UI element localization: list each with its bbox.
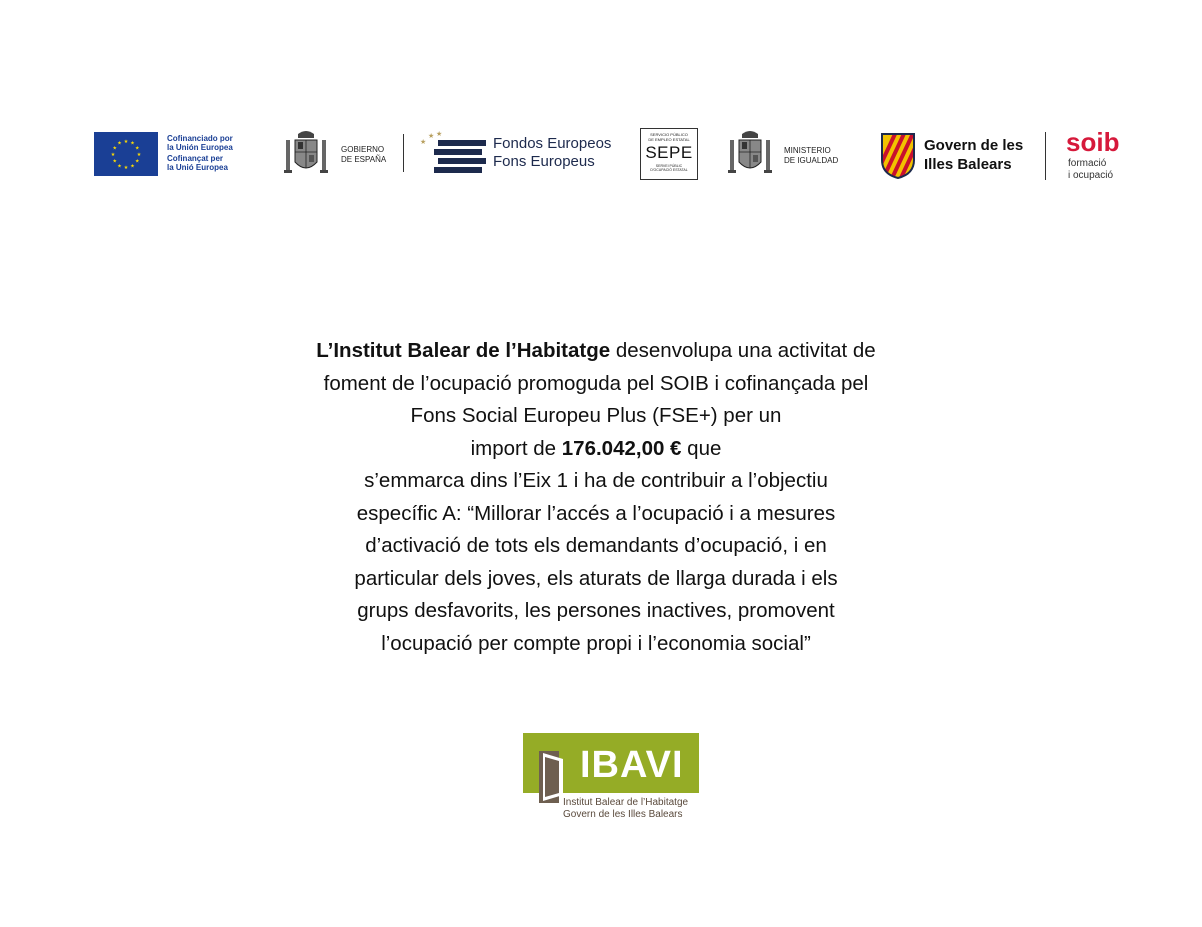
fondos-line1: Fondos Europeos bbox=[493, 135, 612, 152]
svg-text:★: ★ bbox=[136, 152, 142, 158]
fondos-europeos-icon bbox=[420, 130, 486, 176]
fondos-line2: Fons Europeus bbox=[493, 153, 595, 170]
line-text: que bbox=[681, 436, 722, 460]
announcement-text bbox=[196, 335, 996, 660]
svg-text:★: ★ bbox=[130, 163, 135, 170]
sepe-logo bbox=[640, 128, 698, 180]
funding-amount: 176.042,00 € bbox=[561, 436, 682, 460]
svg-text:★: ★ bbox=[436, 130, 443, 138]
svg-text:★: ★ bbox=[117, 140, 122, 147]
institution-name: L’Institut Balear de l’Habitatge bbox=[316, 339, 611, 362]
announcement-line: particular dels joves, els aturats de llarga durada i els bbox=[354, 566, 838, 590]
announcement-line: s’emmarca dins l’Eix 1 i ha de contribuir a l’objectiu bbox=[364, 469, 828, 492]
eu-line1: Cofinanciado por bbox=[167, 134, 233, 143]
govern-line1: Govern de les bbox=[924, 137, 1024, 154]
svg-text:★: ★ bbox=[130, 140, 135, 147]
svg-text:★: ★ bbox=[123, 165, 129, 171]
sepe-bottom-line1: SERVEI PÚBLIC bbox=[655, 164, 683, 168]
announcement-line: Fons Social Europeu Plus (FSE+) per un bbox=[410, 404, 782, 427]
logo-band bbox=[0, 120, 1202, 190]
ministerio-line1: MINISTERIO bbox=[784, 146, 831, 155]
svg-text:★: ★ bbox=[117, 163, 122, 170]
announcement-line bbox=[196, 335, 996, 368]
svg-text:★: ★ bbox=[420, 138, 427, 146]
spain-coat-of-arms-icon bbox=[282, 128, 330, 180]
balearic-shield-icon bbox=[880, 132, 916, 180]
eu-cofinancing-text bbox=[167, 134, 233, 172]
govern-line2: Illes Balears bbox=[924, 156, 1012, 173]
eu-flag-icon bbox=[94, 132, 158, 176]
ministerio-text bbox=[784, 146, 838, 166]
ibavi-line1: Institut Balear de l’Habitatge bbox=[563, 797, 689, 808]
ibavi-wordmark: IBAVI bbox=[580, 744, 684, 786]
svg-text:★: ★ bbox=[135, 158, 140, 165]
fondos-europeos-text bbox=[493, 135, 611, 171]
svg-text:★: ★ bbox=[112, 145, 117, 152]
announcement-line: específic A: “Millorar l’accés a l’ocupació i a mesures bbox=[356, 501, 836, 525]
sepe-bottom-line2: D'OCUPACIÓ ESTATAL bbox=[650, 168, 688, 172]
eu-line3: Cofinançat per bbox=[167, 154, 224, 163]
announcement-line: grups desfavorits, les persones inactives, promovent bbox=[357, 599, 835, 622]
soib-line2: i ocupació bbox=[1068, 170, 1114, 181]
announcement-line bbox=[196, 433, 996, 466]
announcement-line: d’activació de tots els demandants d’ocupació, i en bbox=[365, 534, 827, 557]
gobierno-line2: DE ESPAÑA bbox=[341, 155, 387, 164]
govern-text bbox=[924, 136, 1023, 174]
gobierno-text bbox=[341, 145, 386, 165]
svg-text:★: ★ bbox=[110, 152, 116, 158]
ibavi-logo bbox=[523, 733, 699, 825]
sepe-name: SEPE bbox=[645, 143, 693, 162]
announcement-line: l’ocupació per compte propi i l’economia social” bbox=[381, 631, 811, 655]
divider bbox=[1045, 132, 1046, 180]
announcement-line: foment de l’ocupació promoguda pel SOIB i cofinançada pel bbox=[323, 371, 869, 395]
eu-line4: la Unió Europea bbox=[167, 163, 228, 172]
soib-subtitle bbox=[1068, 158, 1113, 182]
svg-text:★: ★ bbox=[112, 158, 117, 165]
ibavi-line2: Govern de les Illes Balears bbox=[563, 809, 683, 820]
svg-text:★: ★ bbox=[428, 132, 435, 140]
svg-text:★: ★ bbox=[123, 139, 129, 145]
ministerio-line2: DE IGUALDAD bbox=[784, 156, 839, 165]
soib-line1: formació bbox=[1068, 158, 1107, 169]
door-icon bbox=[539, 751, 565, 808]
line-text: import de bbox=[470, 436, 562, 460]
sepe-top-line2: DE EMPLEO ESTATAL bbox=[648, 137, 690, 142]
sepe-top-line1: SERVICIO PÚBLICO bbox=[650, 132, 688, 137]
spain-coat-of-arms-icon bbox=[726, 128, 774, 180]
svg-text:★: ★ bbox=[135, 145, 140, 152]
divider bbox=[403, 134, 404, 172]
gobierno-line1: GOBIERNO bbox=[341, 145, 385, 154]
soib-logo-word: soib bbox=[1066, 127, 1120, 157]
eu-line2: la Unión Europea bbox=[167, 143, 233, 152]
line-text: desenvolupa una activitat de bbox=[610, 339, 876, 362]
